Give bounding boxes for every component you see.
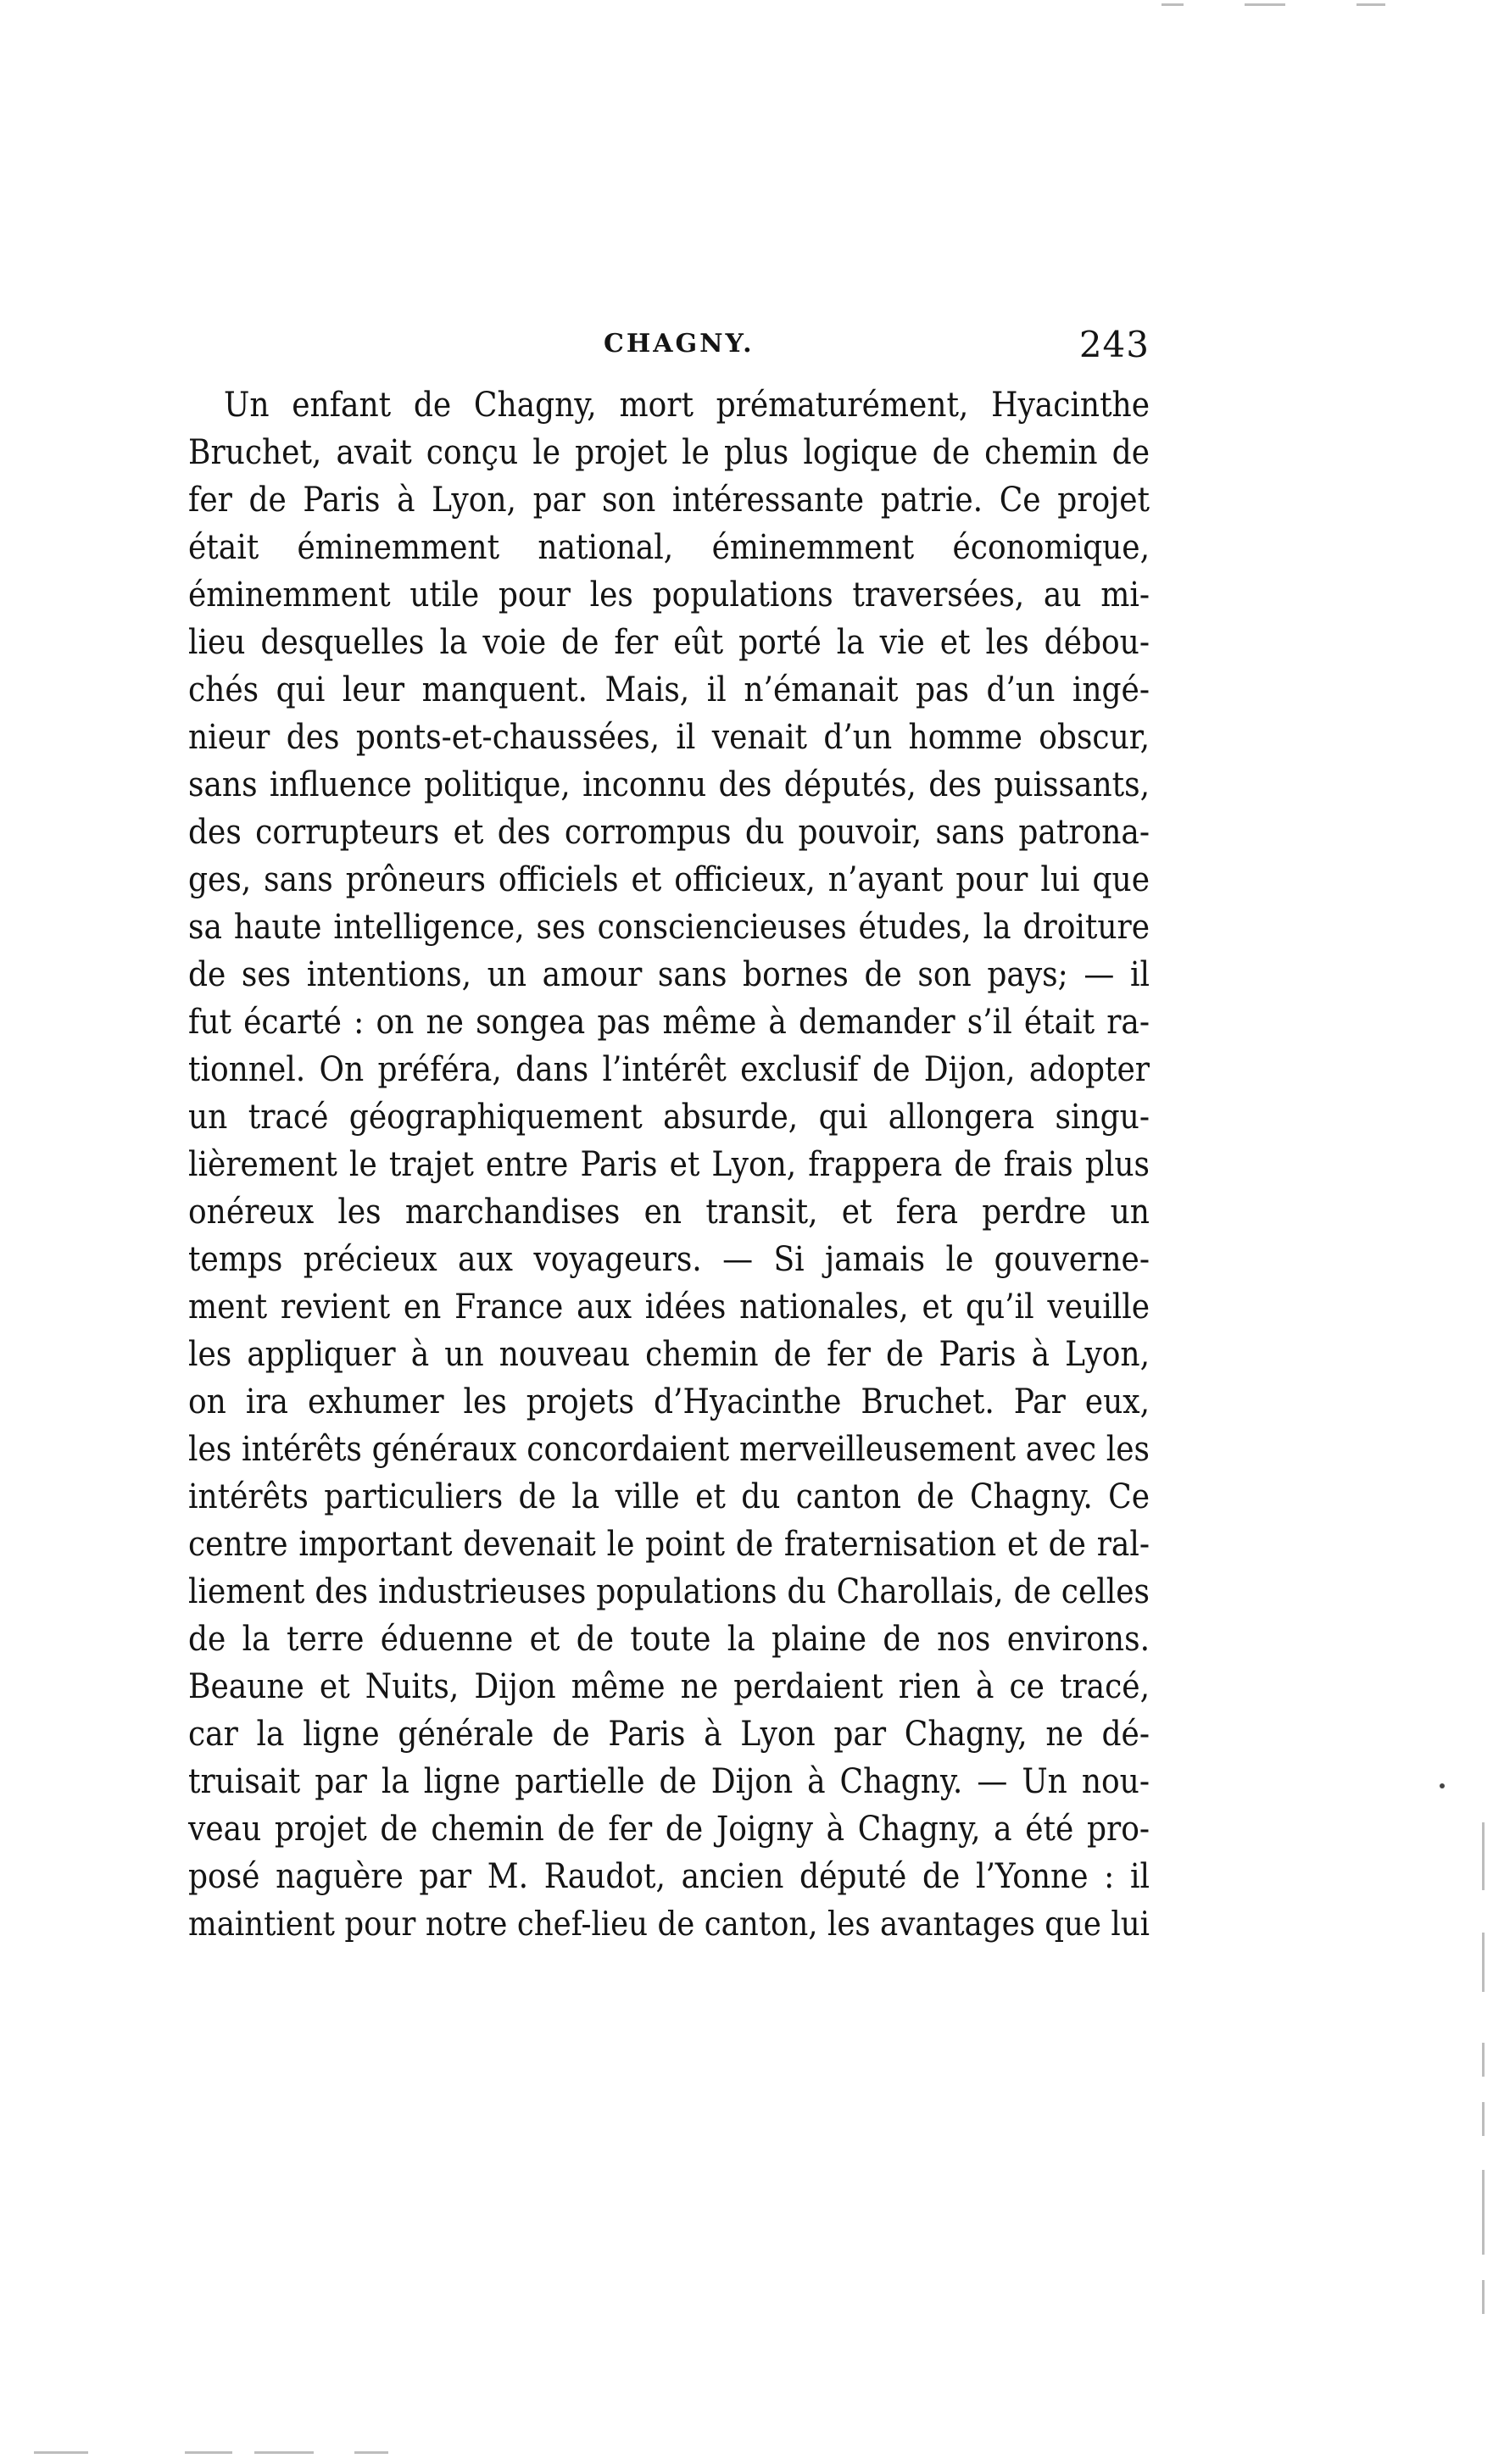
text-line: était éminemment national, éminemment économique, [188, 528, 1150, 567]
text-line: intérêts particuliers de la ville et du canton de Chagny. Ce [188, 1477, 1150, 1516]
text-line: temps précieux aux voyageurs. — Si jamais le gouverne- [188, 1240, 1150, 1279]
text-line: ment revient en France aux idées nationales, et qu’il veuille [188, 1288, 1150, 1327]
text-line: de la terre éduenne et de toute la plaine de nos environs. [188, 1620, 1150, 1659]
text-line: onéreux les marchandises en transit, et fera perdre un [188, 1193, 1150, 1232]
text-line: on ira exhumer les projets d’Hyacinthe Bruchet. Par eux, [188, 1382, 1150, 1421]
scan-mark-right [1482, 2170, 1485, 2255]
text-line: éminemment utile pour les populations traversées, au mi- [188, 576, 1150, 615]
page-header [188, 324, 1150, 380]
scan-mark-right [1482, 1822, 1485, 1890]
scan-mark-right [1482, 1933, 1485, 1992]
text-line: sans influence politique, inconnu des députés, des puissants, [188, 765, 1150, 804]
body-text [188, 381, 1150, 1948]
text-line: liement des industrieuses populations du Charollais, de celles [188, 1572, 1150, 1611]
scan-mark-top [1162, 3, 1184, 6]
text-line: ges, sans prôneurs officiels et officieux, n’ayant pour lui que [188, 860, 1150, 899]
scan-mark-bottom [254, 2451, 314, 2454]
text-line: fut écarté : on ne songea pas même à demander s’il était ra- [188, 1003, 1150, 1042]
text-line: posé naguère par M. Raudot, ancien député de l’Yonne : il [188, 1857, 1150, 1896]
text-line: Un enfant de Chagny, mort prématurément, Hyacinthe [224, 386, 1150, 425]
text-line: lièrement le trajet entre Paris et Lyon, frappera de frais plus [188, 1145, 1150, 1184]
text-line: nieur des ponts-et-chaussées, il venait d’un homme obscur, [188, 718, 1150, 757]
scan-mark-bottom [354, 2451, 388, 2454]
scan-mark-right [1482, 2043, 1485, 2077]
text-line: truisait par la ligne partielle de Dijon à Chagny. — Un nou- [188, 1762, 1150, 1801]
scan-mark-top [1245, 3, 1285, 6]
page-number: 243 [1078, 324, 1150, 365]
text-line: veau projet de chemin de fer de Joigny à Chagny, a été pro- [188, 1810, 1150, 1849]
scan-mark-right [1482, 2102, 1485, 2136]
text-line: chés qui leur manquent. Mais, il n’émanait pas d’un ingé- [188, 670, 1150, 709]
text-line: des corrupteurs et des corrompus du pouvoir, sans patrona- [188, 813, 1150, 852]
text-line: de ses intentions, un amour sans bornes de son pays; — il [188, 955, 1150, 994]
scan-mark-right [1482, 2280, 1485, 2314]
text-line: fer de Paris à Lyon, par son intéressante patrie. Ce projet [188, 481, 1150, 520]
scan-mark-bottom [185, 2451, 232, 2454]
text-line: Beaune et Nuits, Dijon même ne perdaient rien à ce tracé, [188, 1667, 1150, 1706]
text-line: car la ligne générale de Paris à Lyon par Chagny, ne dé- [188, 1715, 1150, 1754]
text-line: sa haute intelligence, ses consciencieuses études, la droiture [188, 908, 1150, 947]
text-line: maintient pour notre chef-lieu de canton, les avantages que lui [188, 1905, 1150, 1944]
scan-mark-bottom [34, 2451, 88, 2454]
text-line: tionnel. On préféra, dans l’intérêt exclusif de Dijon, adopter [188, 1050, 1150, 1089]
text-line: lieu desquelles la voie de fer eût porté la vie et les débou- [188, 623, 1150, 662]
scan-mark-top [1357, 3, 1385, 6]
running-head: CHAGNY. [604, 329, 755, 359]
text-line: les appliquer à un nouveau chemin de fer de Paris à Lyon, [188, 1335, 1150, 1374]
text-line: un tracé géographiquement absurde, qui allongera singu- [188, 1098, 1150, 1137]
text-line: Bruchet, avait conçu le projet le plus logique de chemin de [188, 433, 1150, 472]
text-line: centre important devenait le point de fraternisation et de ral- [188, 1525, 1150, 1564]
scan-dot [1440, 1783, 1445, 1788]
text-line: les intérêts généraux concordaient merveilleusement avec les [188, 1430, 1150, 1469]
